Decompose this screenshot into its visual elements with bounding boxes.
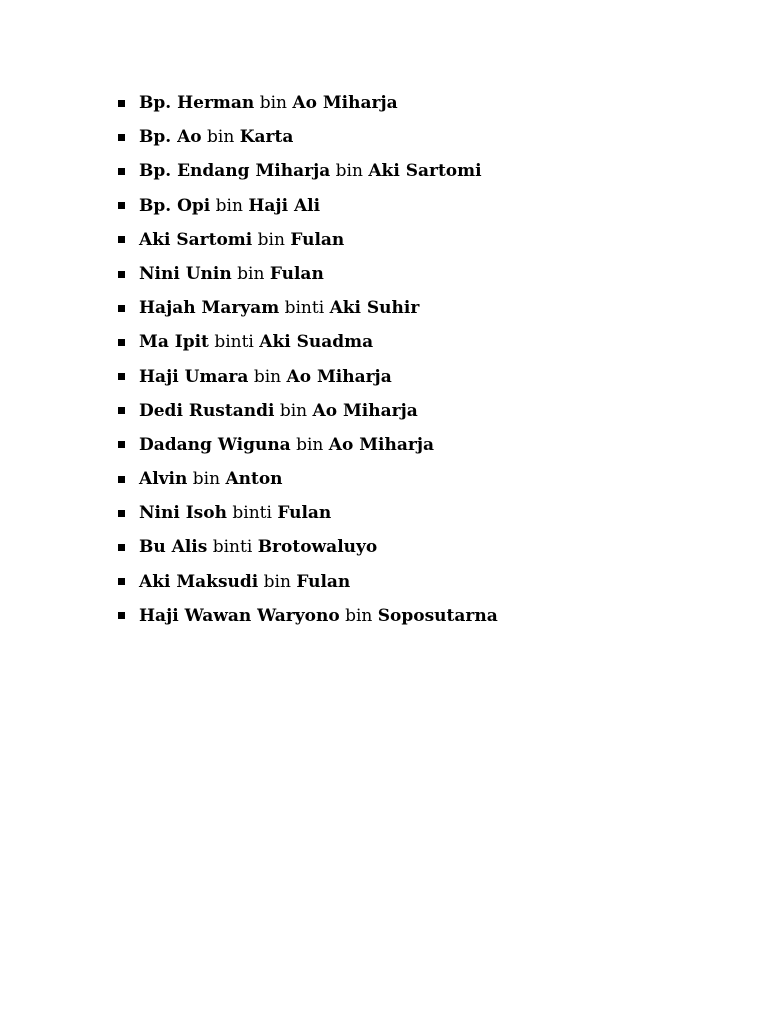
list-item <box>118 360 498 394</box>
relation-word: bin <box>345 605 373 626</box>
person-name: Dadang Wiguna <box>139 434 291 455</box>
square-bullet-icon <box>118 305 125 312</box>
person-name: Dedi Rustandi <box>139 400 275 421</box>
person-name: Aki Sartomi <box>139 229 253 250</box>
person-name: Bp. Ao <box>139 127 202 148</box>
person-name: Aki Maksudi <box>139 571 259 592</box>
list-item <box>118 565 498 599</box>
relation-word: binti <box>212 537 253 558</box>
person-name: Bu Alis <box>139 537 208 558</box>
relation-word: bin <box>296 434 324 455</box>
square-bullet-icon <box>118 100 125 107</box>
list-item <box>118 496 498 530</box>
square-bullet-icon <box>118 236 125 243</box>
list-item <box>118 120 498 154</box>
square-bullet-icon <box>118 476 125 483</box>
square-bullet-icon <box>118 510 125 517</box>
relation-word: bin <box>279 400 308 421</box>
parent-name: Ao Miharja <box>312 400 418 421</box>
parent-name: Aki Suadma <box>259 332 374 353</box>
person-name: Ma Ipit <box>139 332 209 353</box>
square-bullet-icon <box>118 202 125 209</box>
person-name: Hajah Maryam <box>139 298 280 319</box>
list-item <box>118 189 498 223</box>
relation-word: bin <box>192 469 221 490</box>
parent-name: Ao Miharja <box>328 434 435 455</box>
square-bullet-icon <box>118 271 125 278</box>
list-item <box>118 291 498 325</box>
person-name: Nini Unin <box>139 263 232 284</box>
square-bullet-icon <box>118 339 125 346</box>
parent-name: Ao Miharja <box>292 93 398 113</box>
square-bullet-icon <box>118 373 125 380</box>
list-item <box>118 462 498 496</box>
parent-name: Aki Suhir <box>329 298 420 319</box>
relation-word: binti <box>284 298 325 319</box>
lineage-list <box>118 86 498 633</box>
list-item <box>118 394 498 428</box>
list-item <box>118 530 498 564</box>
person-name: Haji Umara <box>139 366 249 387</box>
relation-word: bin <box>237 263 265 284</box>
parent-name: Fulan <box>290 229 345 250</box>
relation-word: bin <box>215 195 243 216</box>
relation-word: bin <box>263 571 291 592</box>
parent-name: Karta <box>239 127 294 148</box>
square-bullet-icon <box>118 544 125 551</box>
relation-word: bin <box>207 127 235 148</box>
list-item <box>118 325 498 359</box>
square-bullet-icon <box>118 441 125 448</box>
parent-name: Fulan <box>296 571 351 592</box>
person-name: Haji Wawan Waryono <box>139 605 340 626</box>
parent-name: Fulan <box>269 263 324 284</box>
person-name: Bp. Endang Miharja <box>139 161 331 182</box>
person-name: Alvin <box>139 469 188 490</box>
square-bullet-icon <box>118 578 125 585</box>
list-item <box>118 428 498 462</box>
parent-name: Anton <box>225 469 283 490</box>
parent-name: Ao Miharja <box>286 366 392 387</box>
square-bullet-icon <box>118 407 125 414</box>
parent-name: Brotowaluyo <box>257 537 378 558</box>
person-name: Nini Isoh <box>139 503 227 524</box>
parent-name: Aki Sartomi <box>368 161 482 182</box>
square-bullet-icon <box>118 612 125 619</box>
list-item <box>118 154 498 188</box>
square-bullet-icon <box>118 134 125 141</box>
relation-word: binti <box>232 503 272 524</box>
parent-name: Soposutarna <box>377 605 498 626</box>
relation-word: bin <box>253 366 282 387</box>
list-item <box>118 257 498 291</box>
parent-name: Haji Ali <box>248 195 321 216</box>
relation-word: bin <box>257 229 285 250</box>
parent-name: Fulan <box>277 503 332 524</box>
relation-word: binti <box>214 332 254 353</box>
relation-word: bin <box>335 161 363 182</box>
square-bullet-icon <box>118 168 125 175</box>
person-name: Bp. Opi <box>139 195 211 216</box>
list-item <box>118 599 498 633</box>
relation-word: bin <box>259 93 287 113</box>
list-item <box>118 86 498 120</box>
person-name: Bp. Herman <box>139 93 255 113</box>
list-item <box>118 223 498 257</box>
